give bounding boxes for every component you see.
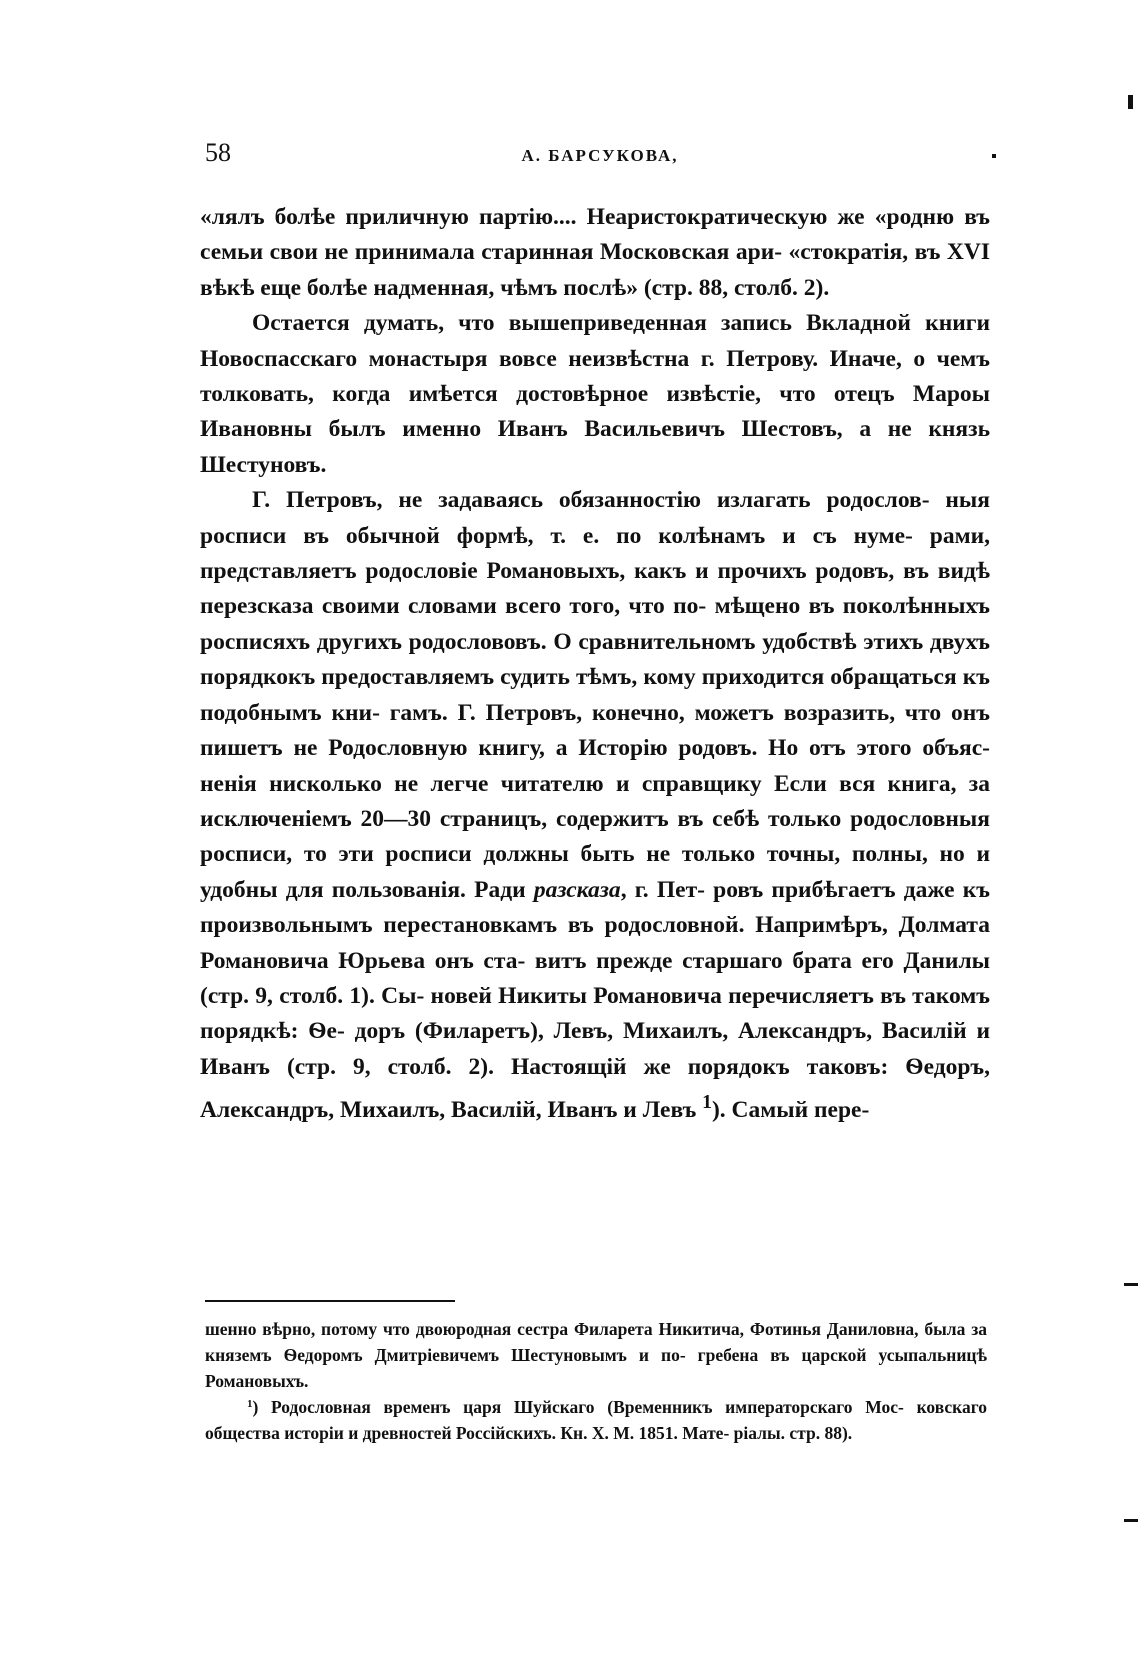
main-text <box>200 200 990 1128</box>
paragraph-3-text-a: Г. Петровъ, не задаваясь обязанностію излагать родослов- ныя росписи въ обычной формѣ, т. е. по колѣнамъ и съ нуме- рами, представляетъ родословіе Романовыхъ, какъ и прочихъ родовъ, въ видѣ перезсказа своими словами всего того, что по- мѣщено въ поколѣнныхъ росписяхъ другихъ родослововъ. О сравнительномъ удобствѣ этихъ двухъ порядкокъ предоставляемъ судить тѣмъ, кому приходится обращаться къ подобнымъ кни- гамъ. Г. Петровъ, конечно, можетъ возразить, что онъ пишетъ не Родословную книгу, а Исторію родовъ. Но отъ этого объяс- ненія нисколько не легче читателю и справщику Если вся книга, за исключеніемъ 20—30 страницъ, содержитъ въ себѣ только родословныя росписи, то эти росписи должны быть не только точны, полны, но и удобны для пользованія. Ради <box>200 487 990 903</box>
scan-edge-mark <box>1124 1519 1138 1522</box>
footnote-1-marker: 1 <box>247 1398 253 1410</box>
footnote-1-text: ) Родословная временъ царя Шуйскаго (Временникъ императорскаго Мос- ковскаго общества исторіи и древностей Россійскихъ. Кн. X. М. 1851. Мате- ріалы. стр. 88). <box>205 1397 987 1443</box>
paragraph-quote-end: «лялъ болѣе приличную партію.... Неаристократическую же «родню въ семьи свои не принимала старинная Московская ари- «стократія, въ XVI вѣкѣ еще болѣе надменная, чѣмъ послѣ» (стр. 88, столб. 2). <box>200 204 990 301</box>
scan-edge-mark <box>1128 95 1133 109</box>
paragraph-3 <box>200 483 990 1128</box>
page-header <box>205 138 995 178</box>
footnote-ref[interactable]: 1 <box>702 1092 712 1114</box>
footnote-1 <box>205 1394 987 1446</box>
italic-word: разсказа <box>533 876 621 903</box>
footnote-continued: шенно вѣрно, потому что двоюродная сестра Филарета Никитича, Фотинья Даниловна, была за княземъ Ѳедоромъ Дмитріевичемъ Шестуновымъ и по- гребена въ царской усыпальницѣ Романовыхъ. <box>205 1319 987 1391</box>
footnote-divider <box>205 1300 455 1302</box>
paragraph-3-text-c: ). Самый пере- <box>711 1096 870 1123</box>
footnotes <box>205 1316 987 1446</box>
scan-dot <box>992 154 996 158</box>
paragraph-3-text-b: , г. Пет- ровъ прибѣгаетъ даже къ произвольнымъ перестановкамъ въ родословной. Напримѣръ, Долмата Романовича Юрьева онъ ста- витъ прежде старшаго брата его Данилы (стр. 9, столб. 1). Сы- новей Никиты Романовича перечисляетъ въ такомъ порядкѣ: Ѳе- доръ (Филаретъ), Левъ, Михаилъ, Александръ, Василій и Иванъ (стр. 9, столб. 2). Настоящій же порядокъ таковъ: Ѳедоръ, Александръ, Михаилъ, Василій, Иванъ и Левъ <box>200 876 990 1123</box>
page-number: 58 <box>205 138 231 167</box>
scan-edge-mark <box>1124 1283 1138 1286</box>
running-head: А. БАРСУКОВА, <box>521 146 679 165</box>
paragraph-2: Остается думать, что вышеприведенная запись Вкладной книги Новоспасскаго монастыря вовсе неизвѣстна г. Петрову. Иначе, о чемъ толковать, когда имѣется достовѣрное извѣстіе, что отецъ Мароы Ивановны былъ именно Иванъ Васильевичъ Шестовъ, а не князь Шестуновъ. <box>200 310 990 478</box>
